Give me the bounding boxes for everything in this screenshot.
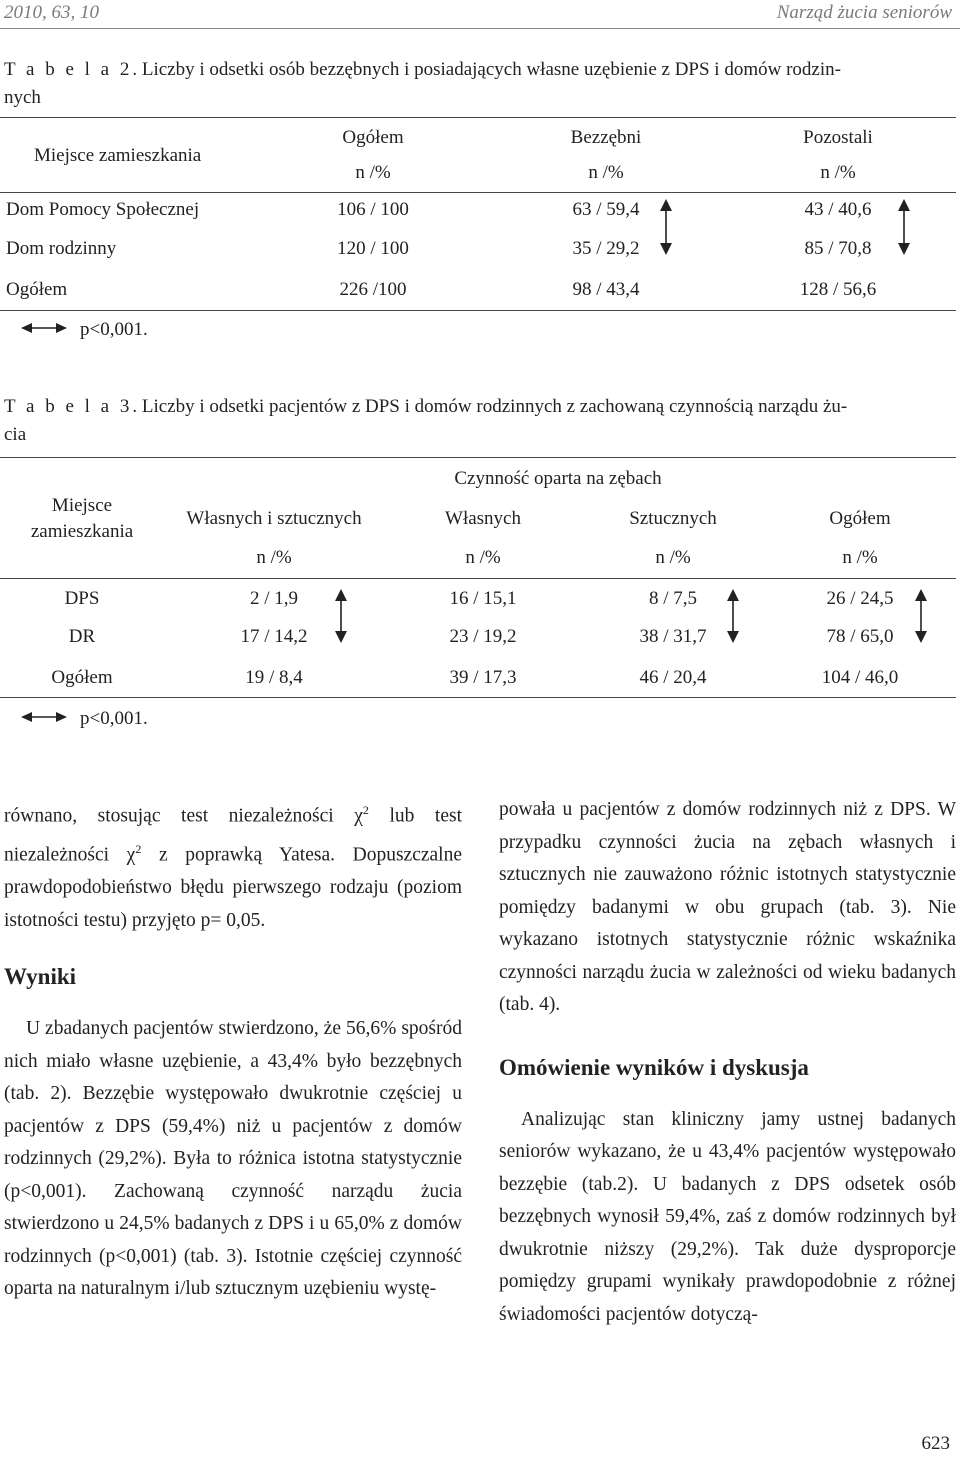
table2-cell: 98 / 43,4	[572, 279, 640, 300]
table3-unit: n /%	[256, 547, 292, 568]
table3-unit: n /%	[655, 547, 691, 568]
table3-unit: n /%	[842, 547, 878, 568]
table2-cell: 63 / 59,4	[572, 199, 640, 220]
section-heading-wyniki: Wyniki	[4, 964, 77, 989]
table2-unit: n /%	[820, 162, 856, 183]
table3-cell: 17 / 14,2	[240, 626, 308, 647]
double-vertical-arrow-icon	[331, 588, 351, 644]
table2-col-bezzebni: Bezzębni	[570, 127, 642, 148]
table2-cell: 43 / 40,6	[804, 199, 872, 220]
table3-cell: 8 / 7,5	[648, 588, 698, 609]
double-vertical-arrow-icon	[723, 588, 743, 644]
table3-header-rule	[0, 578, 956, 579]
table3-col-header: Własnych	[445, 508, 521, 529]
table2-cell: 128 / 56,6	[799, 279, 877, 300]
table2-unit: n /%	[355, 162, 391, 183]
page-number: 623	[921, 1433, 950, 1454]
double-vertical-arrow-icon	[894, 198, 914, 256]
results-paragraph: U zbadanych pacjentów stwierdzono, że 56,6% spośród nich miało własne uzębienie, a 43,4% było bezzębnych (tab. 2). Bezzębie występowało dwukrotnie częściej u pacjentów z DPS (59,4%) niż u pacjentów z domów rodzinnych (29,2%). Była to różnica istotna statystycznie (p<0,001). Zachowaną czynność narządu żucia stwierdzono u 24,5% badanych z DPS i u 65,0% z domów rodzinnych (p<0,001) (tab. 3). Istotnie częściej czynność oparta na naturalnym i/lub sztucznym uzębieniu wystę-	[4, 1018, 462, 1299]
table3-cell: 104 / 46,0	[821, 667, 899, 688]
table2-cell-place: Dom rodzinny	[6, 238, 117, 259]
table3-cell: 19 / 8,4	[245, 667, 303, 688]
table3-col-header: Sztucznych	[629, 508, 717, 529]
table3-cell: 26 / 24,5	[826, 588, 894, 609]
table2-bottom-rule	[0, 310, 956, 311]
table2-cell: 226 /100	[339, 279, 407, 300]
table2-top-rule	[0, 117, 956, 118]
table3-col-header: Ogółem	[829, 508, 891, 529]
table2-col-place: Miejsce zamieszkania	[34, 145, 202, 166]
table2-cell: 106 / 100	[337, 199, 409, 220]
table3-cell: 23 / 19,2	[449, 626, 517, 647]
running-header	[0, 0, 960, 29]
double-horizontal-arrow-icon	[20, 320, 68, 336]
methods-paragraph: równano, stosując test niezależności $\chi^2$ lub test niezależności $\chi^2$ z poprawką Yatesa. Dopuszczalne prawdopodobieństwo błędu pierwszego rodzaju (poziom istotności testu) przyjęto p= 0,05.	[4, 803, 463, 931]
table3-top-rule	[0, 457, 956, 458]
table3-label: T a b e l a 3	[4, 396, 133, 417]
table3-cell: 39 / 17,3	[449, 667, 517, 688]
table3-unit: n /%	[465, 547, 501, 568]
table2-caption: T a b e l a 2. Liczby i odsetki osób bezzębnych i posiadających własne uzębienie z DPS i domów rodzin- nych	[4, 59, 841, 108]
left-column	[4, 794, 462, 1306]
table3-cell-place: DPS	[64, 588, 100, 609]
table3-col-place: zamieszkania	[30, 521, 134, 542]
table2-col-ogolem: Ogółem	[342, 127, 404, 148]
table3-cell: 78 / 65,0	[826, 626, 894, 647]
table3-cell: 16 / 15,1	[449, 588, 517, 609]
table2-cell: 85 / 70,8	[804, 238, 872, 259]
table3-cell-place: Ogółem	[51, 667, 113, 688]
table2-cell: 35 / 29,2	[572, 238, 640, 259]
table3-col-header: Własnych i sztucznych	[186, 508, 362, 529]
double-vertical-arrow-icon	[911, 588, 931, 644]
discussion-paragraph: Analizując stan kliniczny jamy ustnej badanych seniorów wykazano, że u 43,4% pacjentów występowało bezzębie (tab.2). U badanych z DPS odsetek osób bezzębnych wynosił 59,4%, zaś z domów rodzinnych był dwukrotnie niższy (29,2%). Tak duże dysproporcje pomiędzy grupami wynikały prawdopodobnie z różnej świadomości pacjentów dotyczą-	[499, 1108, 956, 1325]
journal-citation: 2010, 63, 10	[4, 2, 99, 23]
table3-group-header: Czynność oparta na zębach	[454, 468, 662, 489]
right-column	[499, 794, 956, 1331]
table2-col-pozostali: Pozostali	[803, 127, 873, 148]
table3-note: p<0,001.	[80, 708, 148, 729]
table2-header-rule	[0, 192, 956, 193]
table3-bottom-rule	[0, 697, 956, 698]
table3-cell: 2 / 1,9	[249, 588, 299, 609]
table3-cell: 38 / 31,7	[639, 626, 707, 647]
table3-col-place: Miejsce	[51, 495, 113, 516]
table2-unit: n /%	[588, 162, 624, 183]
running-title: Narząd żucia seniorów	[776, 2, 952, 23]
double-horizontal-arrow-icon	[20, 709, 68, 725]
table2-note: p<0,001.	[80, 319, 148, 340]
double-vertical-arrow-icon	[656, 198, 676, 256]
table3-cell: 46 / 20,4	[639, 667, 707, 688]
results-continued-paragraph: powała u pacjentów z domów rodzinnych niż z DPS. W przypadku czynności żucia na zębach własnych i sztucznych nie zauważono różnic istotnych statystycznie pomiędzy badanymi w obu grupach (tab. 3). Nie wykazano istotnych statystycznie różnic wskaźnika czynności narządu żucia w zależności od wieku badanych (tab. 4).	[499, 799, 956, 1015]
table3-cell-place: DR	[68, 626, 96, 647]
table2-cell-place: Ogółem	[6, 279, 68, 300]
table2-cell: 120 / 100	[337, 238, 409, 259]
table3-caption: T a b e l a 3. Liczby i odsetki pacjentów z DPS i domów rodzinnych z zachowaną czynnością narządu żu- cia	[4, 396, 848, 445]
table2-cell-place: Dom Pomocy Społecznej	[6, 199, 200, 220]
section-heading-discussion: Omówienie wyników i dyskusja	[499, 1054, 809, 1080]
table2-label: T a b e l a 2	[4, 59, 133, 80]
